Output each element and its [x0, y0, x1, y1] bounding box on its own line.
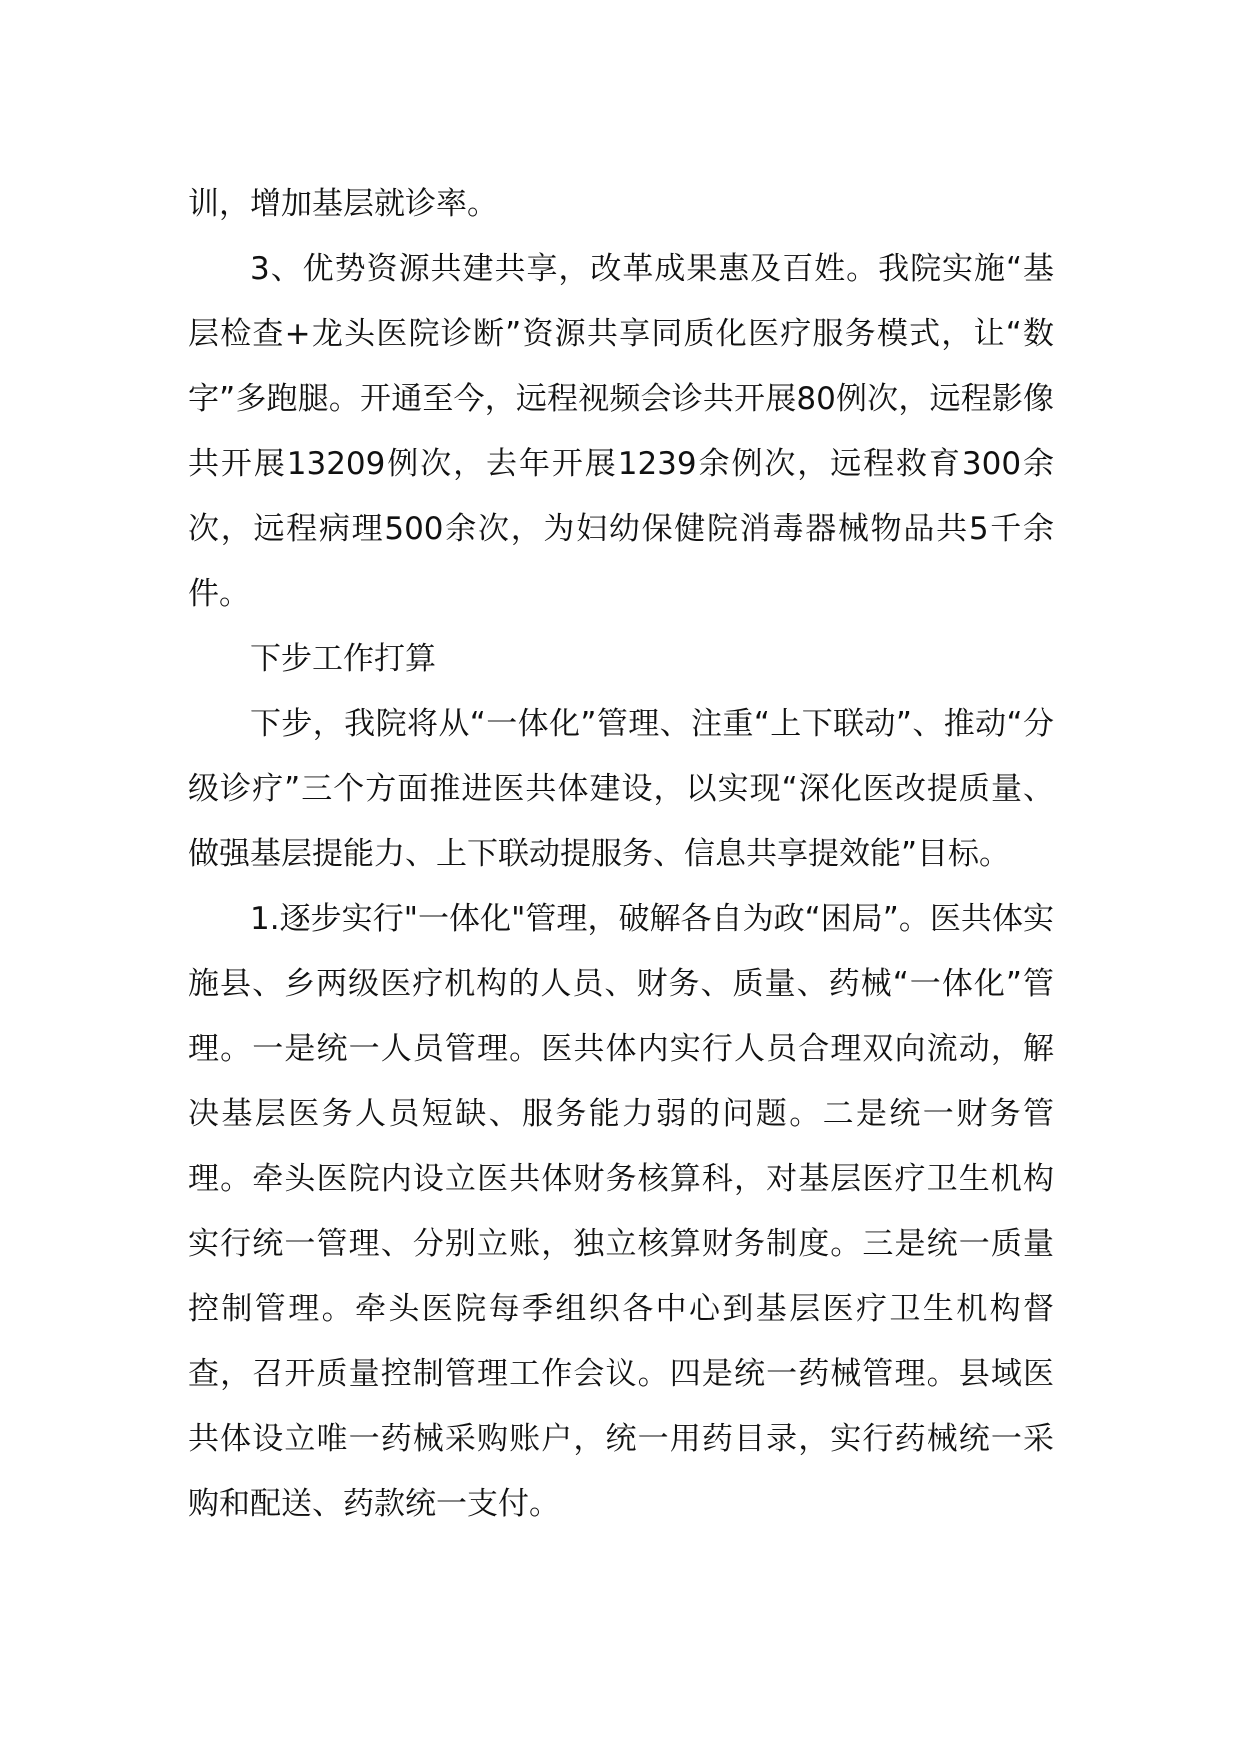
paragraph-next-steps-intro: 下步，我院将从“一体化”管理、注重“上下联动”、推动“分级诊疗”三个方面推进医共体建设，以实现“深化医改提质量、做强基层提能力、上下联动提服务、信息共享提效能”目标。: [188, 706, 1054, 872]
paragraph-resource-sharing: 3、优势资源共建共享，改革成果惠及百姓。我院实施“基层检查+龙头医院诊断”资源共享同质化医疗服务模式，让“数字”多跑腿。开通至今，远程视频会诊共开展80例次，远程影像共开展13209例次，去年开展1239余例次，远程救育300余次，远程病理500余次，为妇幼保健院消毒器械物品共5千余件。: [188, 251, 1054, 612]
paragraph-continuation: 训，增加基层就诊率。: [188, 186, 498, 222]
document-body: [188, 172, 1054, 1537]
section-heading-next-steps: 下步工作打算: [250, 641, 436, 677]
paragraph-integrated-management: 1.逐步实行"一体化"管理，破解各自为政“困局”。医共体实施县、乡两级医疗机构的人员、财务、质量、药械“一体化”管理。一是统一人员管理。医共体内实行人员合理双向流动，解决基层医务人员短缺、服务能力弱的问题。二是统一财务管理。牵头医院内设立医共体财务核算科，对基层医疗卫生机构实行统一管理、分别立账，独立核算财务制度。三是统一质量控制管理。牵头医院每季组织各中心到基层医疗卫生机构督查，召开质量控制管理工作会议。四是统一药械管理。县域医共体设立唯一药械采购账户，统一用药目录，实行药械统一采购和配送、药款统一支付。: [188, 901, 1054, 1522]
